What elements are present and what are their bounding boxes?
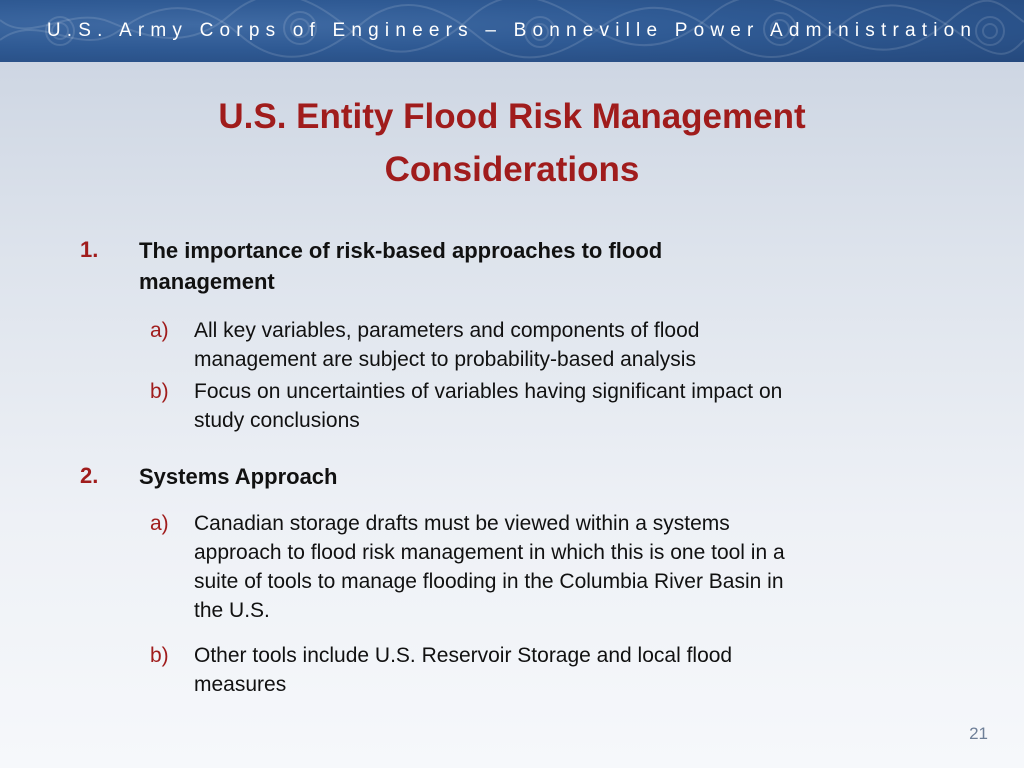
- sub-item-letter: a): [150, 512, 169, 535]
- sub-item-line: suite of tools to manage flooding in the Columbia River Basin in: [194, 570, 784, 593]
- sub-item-letter: b): [150, 644, 169, 667]
- slide-title-line: U.S. Entity Flood Risk Management: [218, 97, 806, 136]
- sub-item-text: [194, 509, 934, 625]
- header-banner: [0, 0, 1024, 62]
- item-heading-line: Systems Approach: [139, 464, 338, 489]
- sub-item-letter: b): [150, 380, 169, 403]
- sub-item-line: Focus on uncertainties of variables having significant impact on: [194, 380, 783, 403]
- item-number: 1.: [80, 237, 99, 262]
- sub-item-text: [194, 316, 934, 374]
- item-number: 2.: [80, 463, 99, 488]
- sub-item-line: Canadian storage drafts must be viewed within a systems: [194, 512, 730, 535]
- sub-item-line: the U.S.: [194, 599, 270, 622]
- sub-item-line: study conclusions: [194, 409, 360, 432]
- item-heading: [139, 461, 859, 492]
- item-heading: [139, 235, 859, 297]
- item-heading-line: management: [139, 269, 275, 294]
- sub-item-line: measures: [194, 673, 287, 696]
- organization-banner-text: U.S. Army Corps of Engineers – Bonneville Power Administration: [46, 20, 978, 41]
- sub-item-text: [194, 377, 934, 435]
- slide-title: [100, 90, 924, 196]
- sub-item-line: management are subject to probability-based analysis: [194, 348, 696, 371]
- sub-item-line: Other tools include U.S. Reservoir Storage and local flood: [194, 644, 733, 667]
- sub-item-letter: a): [150, 319, 169, 342]
- sub-item-line: approach to flood risk management in which this is one tool in a: [194, 541, 785, 564]
- sub-item-line: All key variables, parameters and components of flood: [194, 319, 700, 342]
- sub-item-text: [194, 641, 934, 699]
- page-number: 21: [969, 724, 988, 743]
- slide-title-line: Considerations: [384, 150, 640, 189]
- item-heading-line: The importance of risk-based approaches to flood: [139, 238, 663, 263]
